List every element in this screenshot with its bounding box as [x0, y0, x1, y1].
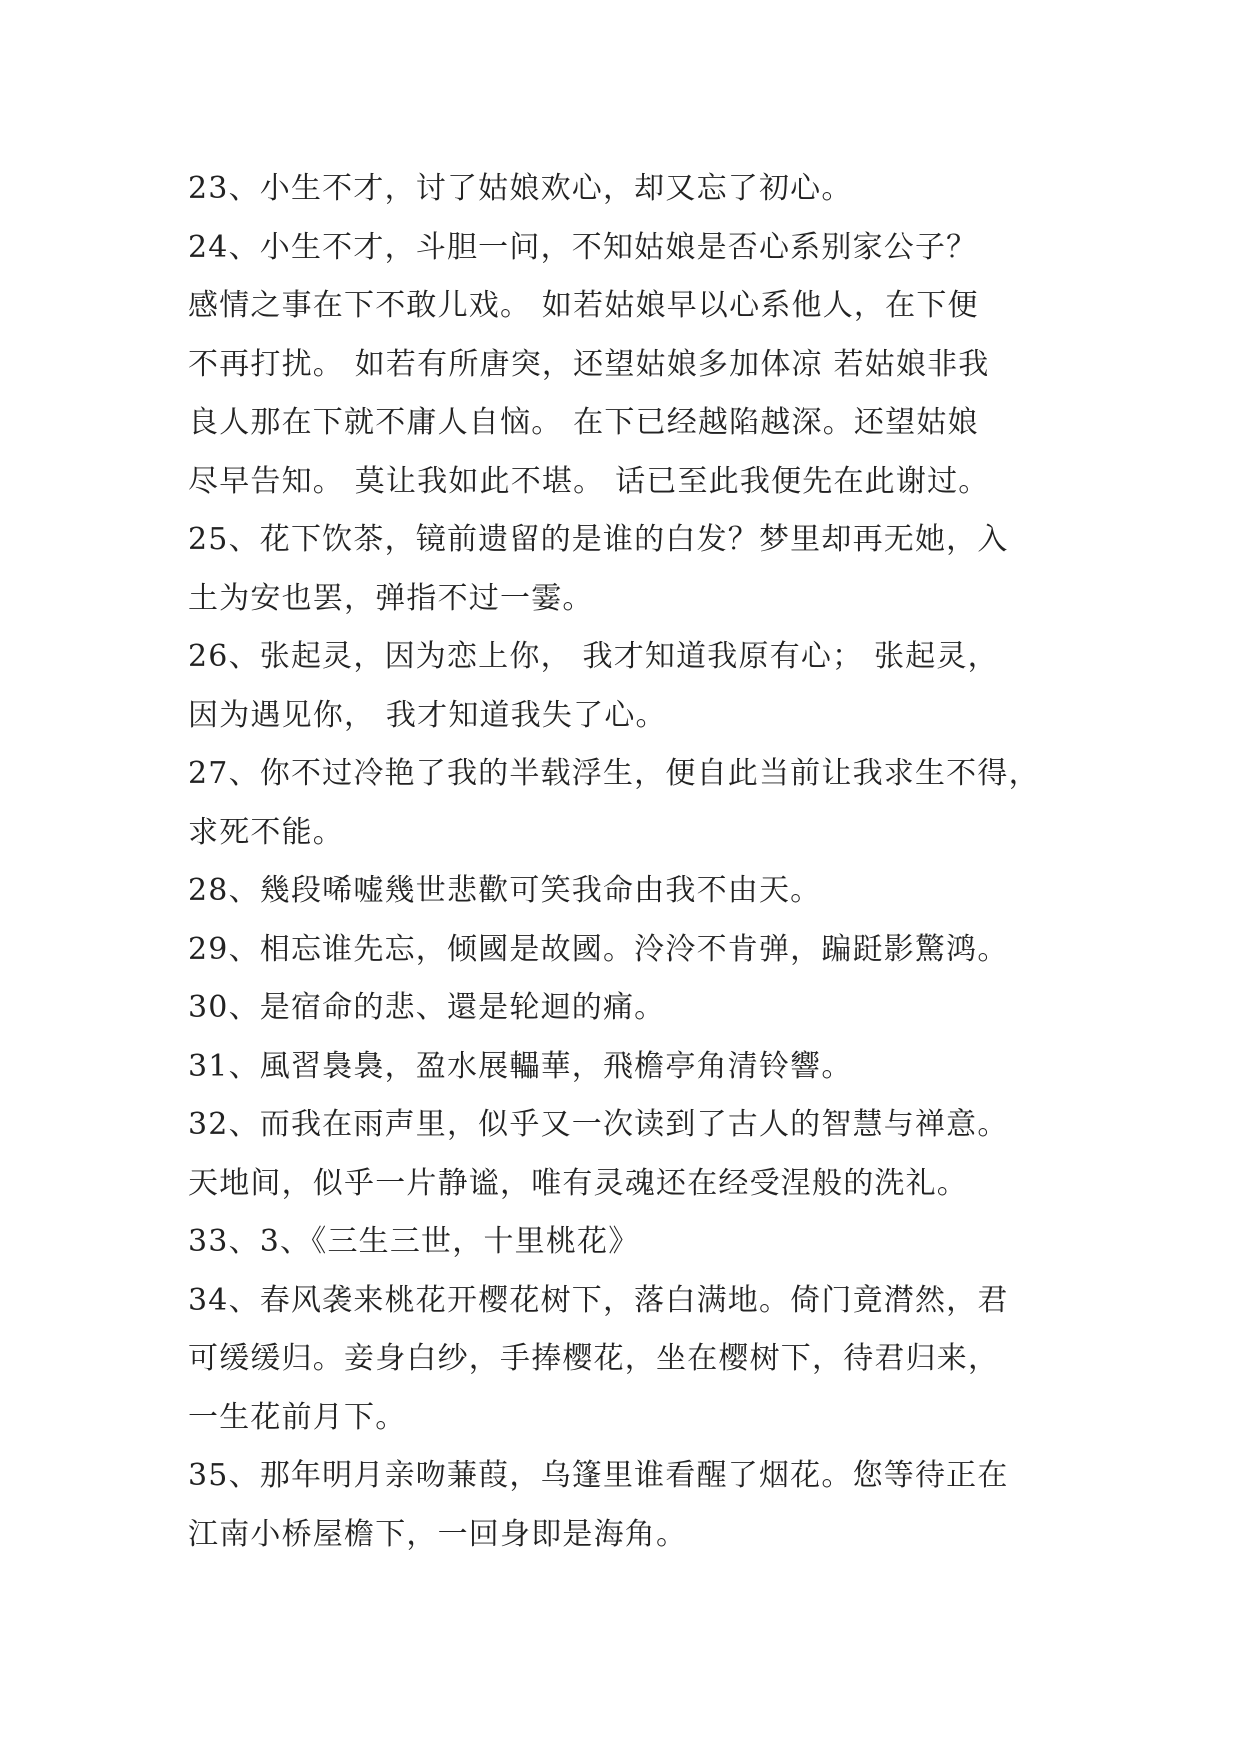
- text-line: 因为遇见你， 我才知道我失了心。: [188, 697, 667, 733]
- text-line: 23、小生不才，讨了姑娘欢心，却又忘了初心。: [188, 171, 853, 206]
- text-line: 32、而我在雨声里，似乎又一次读到了古人的智慧与禅意。: [188, 1107, 1009, 1142]
- text-line: 一生花前月下。: [188, 1399, 407, 1435]
- document-body: [188, 160, 1068, 1564]
- text-line: 27、你不过冷艳了我的半载浮生，便自此当前让我求生不得，: [188, 756, 1040, 791]
- text-line: 24、小生不才，斗胆一问，不知姑娘是否心系别家公子？: [188, 229, 978, 265]
- text-line: 30、是宿命的悲、還是轮迴的痛。: [188, 990, 666, 1025]
- text-line: 尽早告知。 莫让我如此不堪。 话已至此我便先在此谢过。: [188, 463, 990, 499]
- text-line: 35、那年明月亲吻蒹葭，乌篷里谁看醒了烟花。您等待正在: [188, 1458, 1009, 1493]
- text-line: 感情之事在下不敢儿戏。 如若姑娘早以心系他人，在下便: [188, 288, 979, 323]
- text-line: 25、花下饮茶，镜前遗留的是谁的白发？梦里却再无她，入: [188, 522, 1009, 557]
- text-line: 天地间，似乎一片静谧，唯有灵魂还在经受涅般的洗礼。: [188, 1165, 968, 1201]
- text-line: 求死不能。: [188, 814, 344, 850]
- text-line: 34、春风袭来桃花开樱花树下，落白满地。倚门竟潸然，君: [188, 1282, 1009, 1318]
- text-line: 29、相忘谁先忘，倾國是故國。泠泠不肯弹，蹁跹影驚鸿。: [188, 931, 1009, 967]
- text-line: 不再打扰。 如若有所唐突，还望姑娘多加体凉 若姑娘非我: [188, 346, 990, 382]
- text-line: 可缓缓归。妾身白纱，手捧樱花，坐在樱树下，待君归来，: [188, 1341, 1000, 1376]
- text-line: 土为安也罢，弹指不过一霎。: [188, 580, 594, 616]
- text-line: 良人那在下就不庸人自恼。 在下已经越陷越深。还望姑娘: [188, 405, 979, 440]
- text-line: 33、3、《三生三世，十里桃花》: [188, 1224, 640, 1259]
- text-line: 26、张起灵，因为恋上你， 我才知道我原有心； 张起灵，: [188, 639, 999, 674]
- text-line: 28、幾段唏嘘幾世悲歡可笑我命由我不由天。: [188, 873, 822, 908]
- text-line: 江南小桥屋檐下，一回身即是海角。: [188, 1516, 688, 1552]
- text-line: 31、風習裊裊，盈水展轠華，飛檐亭角清铃響。: [188, 1048, 853, 1084]
